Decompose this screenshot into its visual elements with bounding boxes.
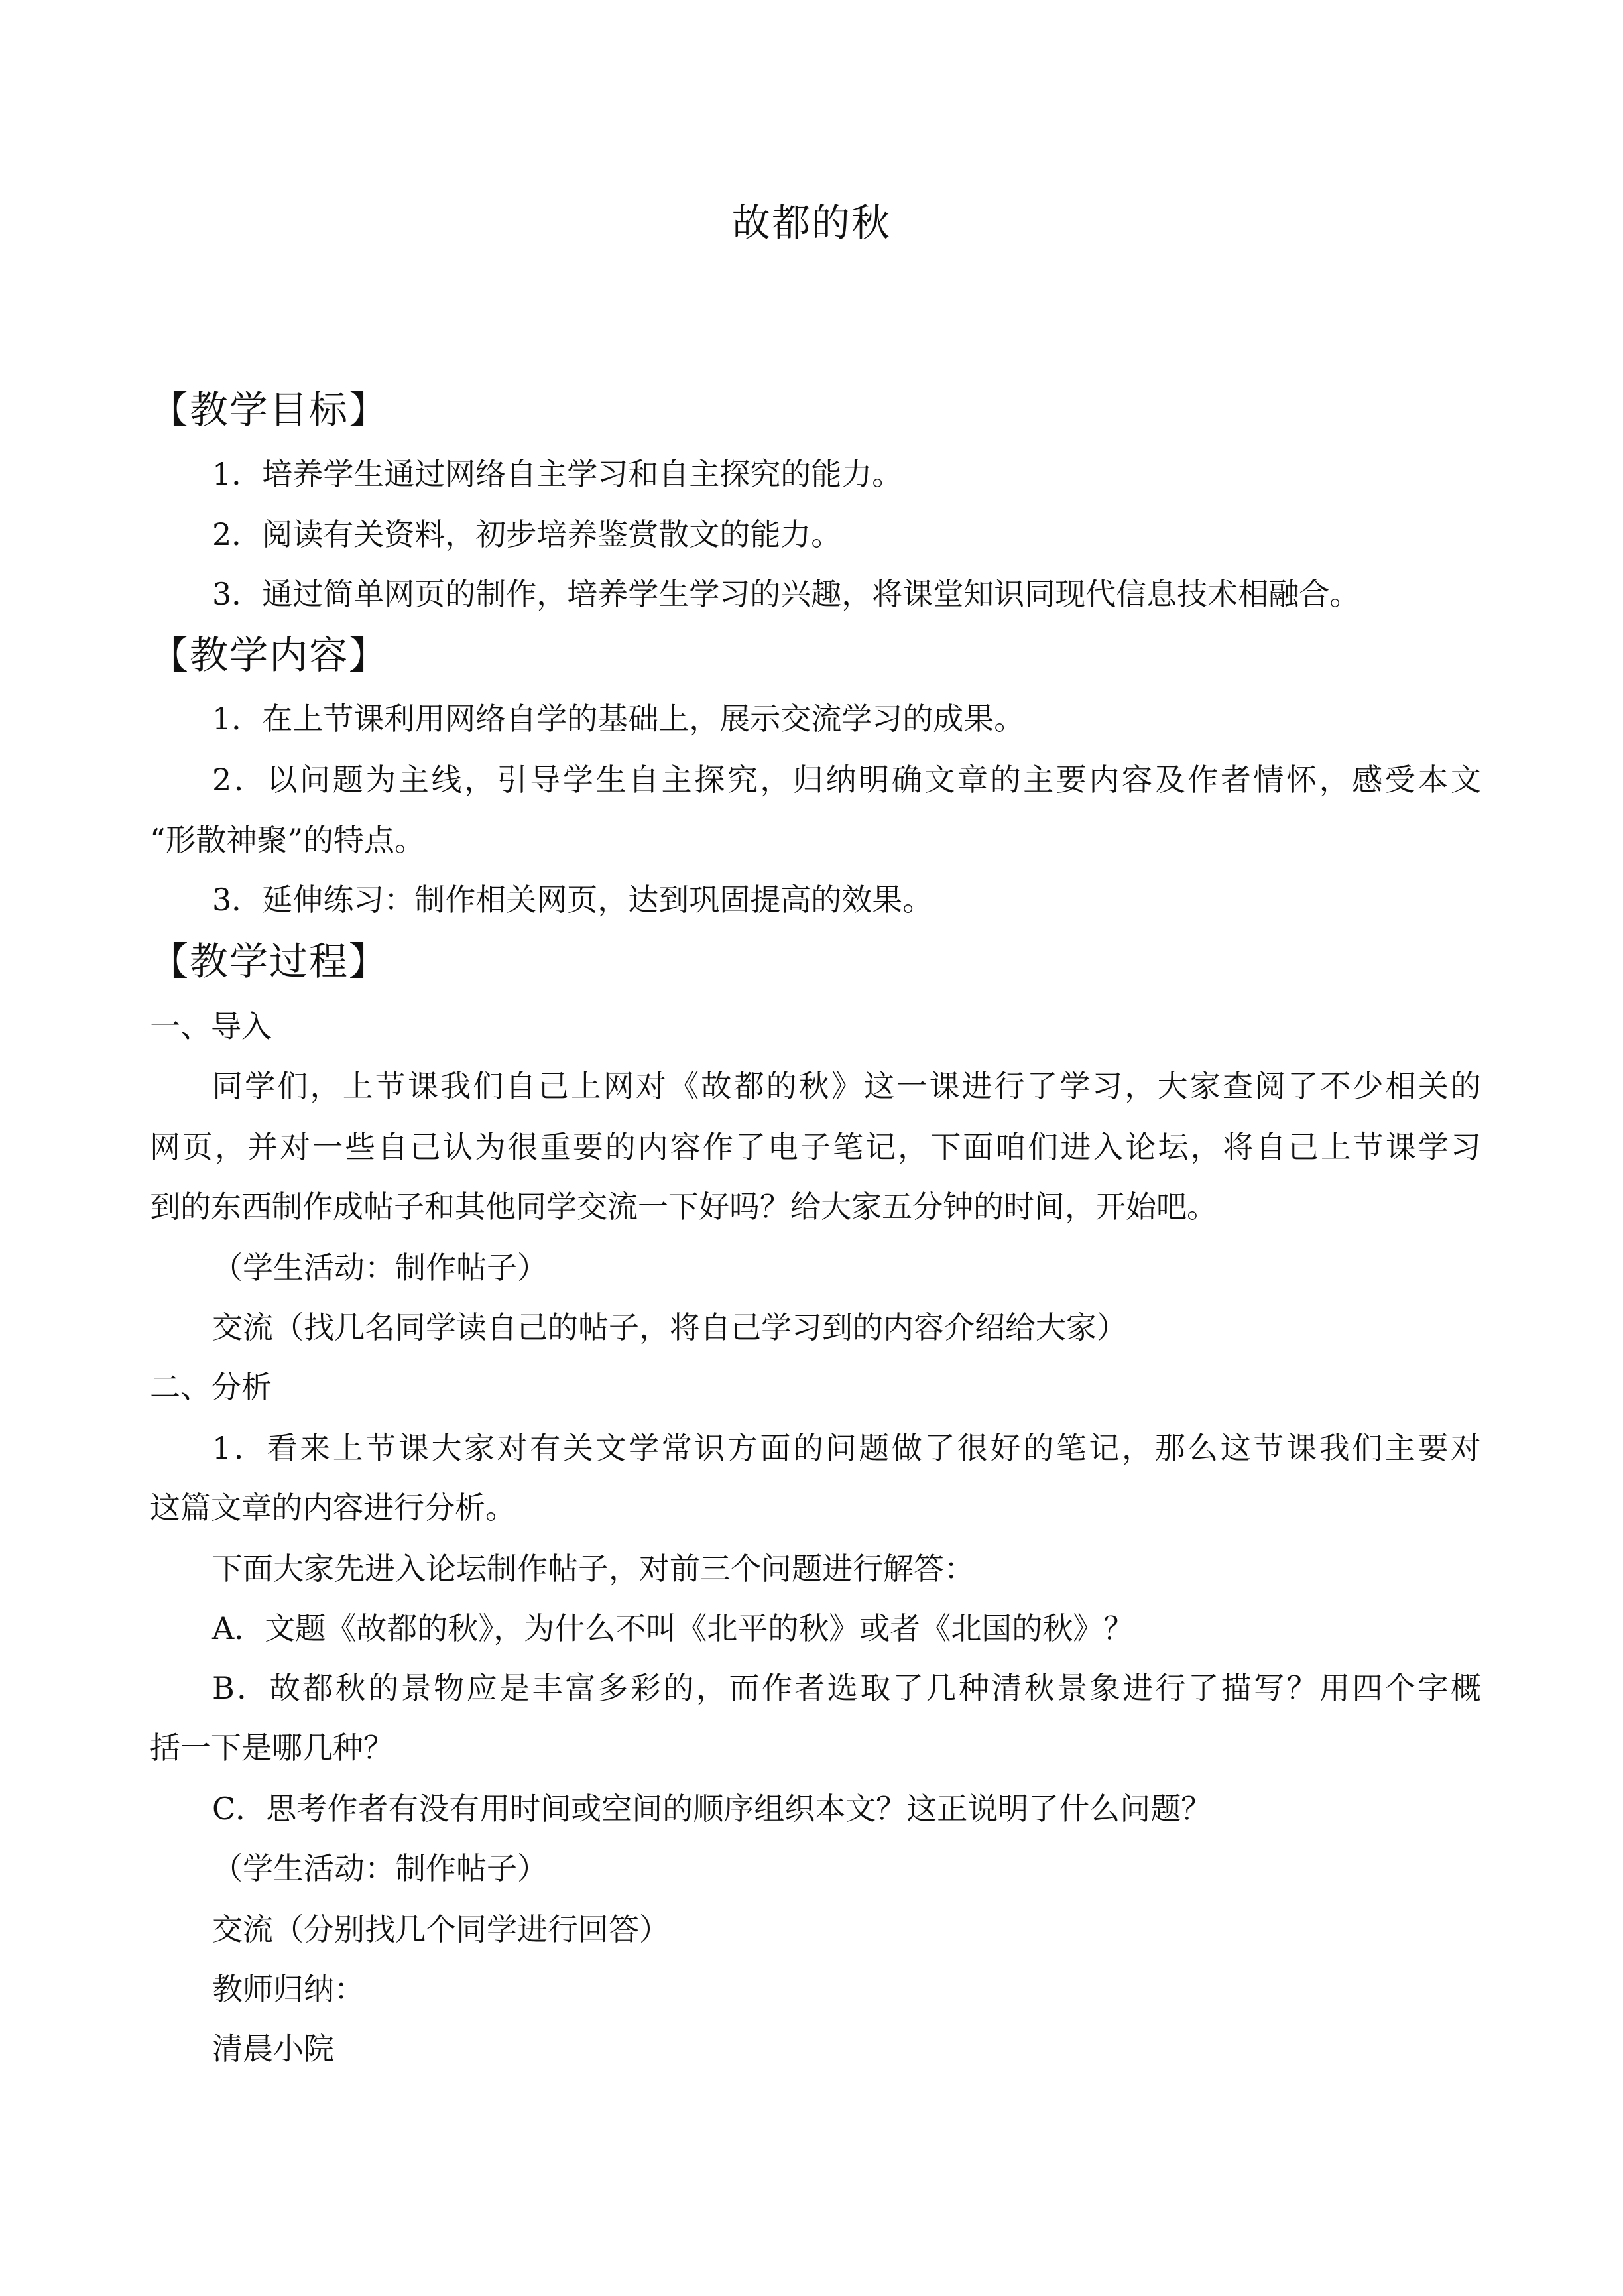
subsection-title-analysis: 二、分析 xyxy=(150,1369,272,1405)
analysis-activity: （学生活动：制作帖子） xyxy=(212,1850,548,1886)
goal-item-3: 3．通过简单网页的制作，培养学生学习的兴趣，将课堂知识同现代信息技术相融合。 xyxy=(212,576,1360,612)
content-item-1: 1．在上节课利用网络自学的基础上，展示交流学习的成果。 xyxy=(212,701,1025,737)
goal-item-1: 1．培养学生通过网络自主学习和自主探究的能力。 xyxy=(212,456,903,492)
question-b-line-1: B．故都秋的景物应是丰富多彩的，而作者选取了几种清秋景象进行了描写？用四个字概 xyxy=(212,1670,1481,1706)
section-heading-content: 【教学内容】 xyxy=(150,633,389,678)
goal-item-2: 2．阅读有关资料，初步培养鉴赏散文的能力。 xyxy=(212,516,842,552)
question-a: A．文题《故都的秋》，为什么不叫《北平的秋》或者《北国的秋》？ xyxy=(212,1610,1134,1646)
intro-paragraph-line-3: 到的东西制作成帖子和其他同学交流一下好吗？给大家五分钟的时间，开始吧。 xyxy=(150,1189,1217,1225)
content-item-2-continued: “形散神聚”的特点。 xyxy=(150,822,426,858)
section-heading-process: 【教学过程】 xyxy=(150,939,389,984)
analysis-exchange: 交流（分别找几个同学进行回答） xyxy=(212,1911,670,1947)
teacher-summary: 教师归纳： xyxy=(212,1971,365,2007)
intro-activity: （学生活动：制作帖子） xyxy=(212,1250,548,1286)
content-item-3: 3．延伸练习：制作相关网页，达到巩固提高的效果。 xyxy=(212,882,933,918)
intro-paragraph-line-2: 网页，并对一些自己认为很重要的内容作了电子笔记，下面咱们进入论坛，将自己上节课学习 xyxy=(150,1129,1481,1165)
analysis-paragraph-1-line-1: 1．看来上节课大家对有关文学常识方面的问题做了很好的笔记，那么这节课我们主要对 xyxy=(212,1430,1481,1466)
intro-paragraph-line-1: 同学们，上节课我们自己上网对《故都的秋》这一课进行了学习，大家查阅了不少相关的 xyxy=(212,1068,1481,1104)
subsection-title-intro: 一、导入 xyxy=(150,1008,272,1044)
section-heading-goals: 【教学目标】 xyxy=(150,387,389,432)
question-c: C．思考作者有没有用时间或空间的顺序组织本文？这正说明了什么问题？ xyxy=(212,1791,1212,1827)
analysis-paragraph-1-line-2: 这篇文章的内容进行分析。 xyxy=(150,1490,516,1526)
document-title: 故都的秋 xyxy=(731,200,891,245)
question-b-line-2: 括一下是哪几种？ xyxy=(150,1730,394,1766)
intro-exchange: 交流（找几名同学读自己的帖子，将自己学习到的内容介绍给大家） xyxy=(212,1309,1127,1345)
scene-morning-courtyard: 清晨小院 xyxy=(212,2031,334,2067)
analysis-paragraph-2: 下面大家先进入论坛制作帖子，对前三个问题进行解答： xyxy=(212,1551,975,1587)
content-item-2: 2．以问题为主线，引导学生自主探究，归纳明确文章的主要内容及作者情怀，感受本文 xyxy=(212,762,1481,798)
